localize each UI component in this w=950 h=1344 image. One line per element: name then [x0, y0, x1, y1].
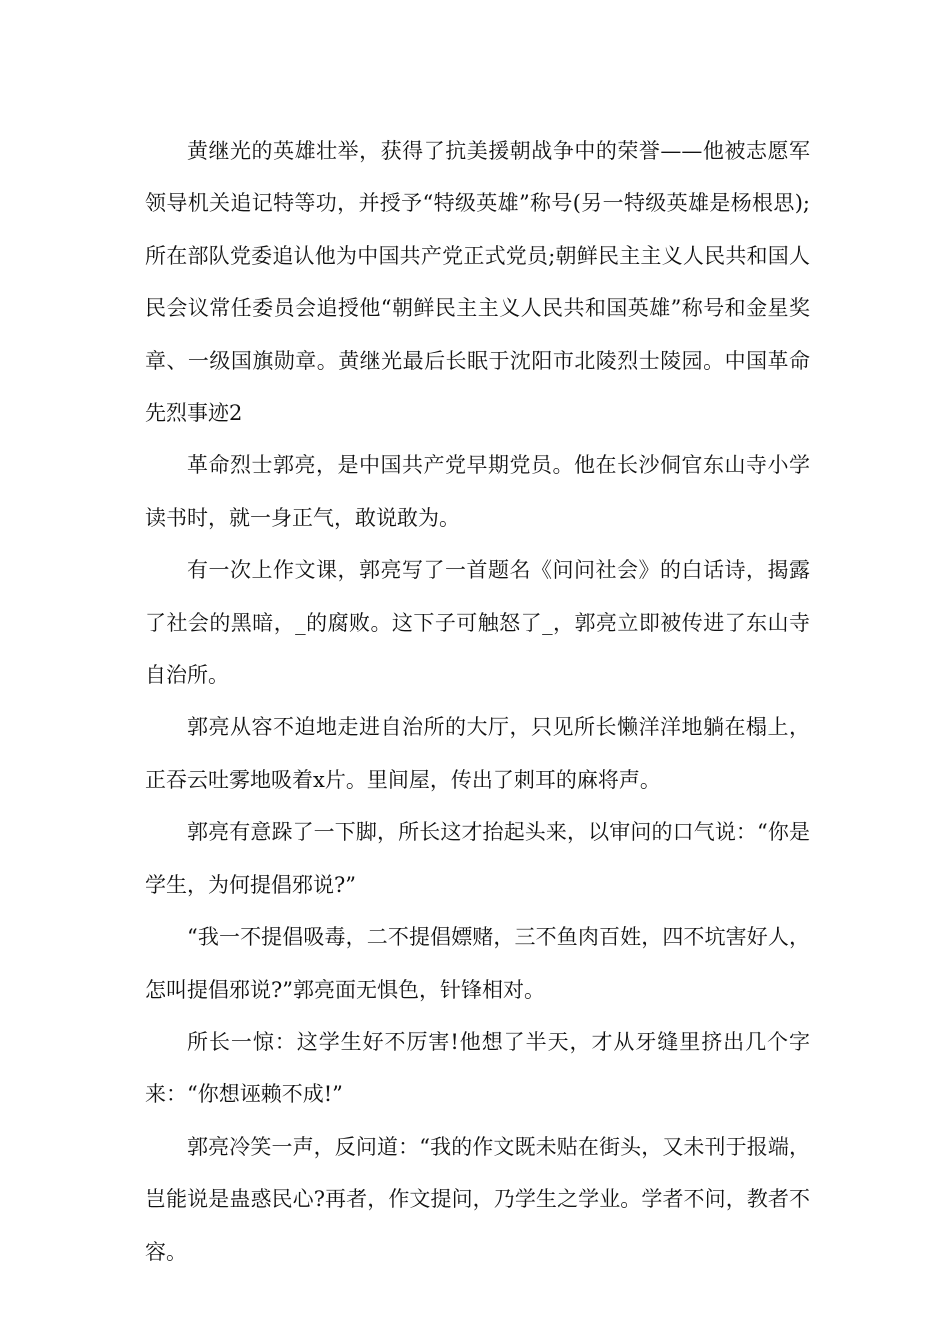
paragraph-director-surprised: 所长一惊：这学生好不厉害!他想了半天，才从牙缝里挤出几个字来：“你想诬赖不成!” — [145, 1029, 810, 1107]
paragraph-guo-liang-reply: “我一不提倡吸毒，二不提倡嫖赌，三不鱼肉百姓，四不坑害好人，怎叫提倡邪说?”郭亮面无惧色，针锋相对。 — [145, 925, 810, 1002]
document-page — [145, 125, 810, 1278]
paragraph-guo-liang-retort: 郭亮冷笑一声，反问道：“我的作文既未贴在街头，又未刊于报端，岂能说是蛊惑民心?再者，作文提问，乃学生之学业。学者不问，教者不容。 — [145, 1134, 810, 1264]
paragraph-enter-hall: 郭亮从容不迫地走进自治所的大厅，只见所长懒洋洋地躺在榻上，正吞云吐雾地吸着x片。里间屋，传出了刺耳的麻将声。 — [145, 715, 810, 792]
paragraph-director-question: 郭亮有意跺了一下脚，所长这才抬起头来，以审问的口气说：“你是学生，为何提倡邪说?” — [145, 820, 810, 897]
paragraph-composition-class: 有一次上作文课，郭亮写了一首题名《问问社会》的白话诗，揭露了社会的黑暗，_的腐败。这下子可触怒了_，郭亮立即被传进了东山寺自治所。 — [145, 558, 810, 688]
paragraph-huang-jiguang-honors: 黄继光的英雄壮举，获得了抗美援朝战争中的荣誉——他被志愿军领导机关追记特等功，并授予“特级英雄”称号(另一特级英雄是杨根思);所在部队党委追认他为中国共产党正式党员;朝鲜民主主义人民共和国人民会议常任委员会追授他“朝鲜民主主义人民共和国英雄”称号和金星奖章、一级国旗勋章。黄继光最后长眠于沈阳市北陵烈士陵园。中国革命先烈事迹2 — [145, 139, 810, 426]
paragraph-guo-liang-intro: 革命烈士郭亮，是中国共产党早期党员。他在长沙侗官东山寺小学读书时，就一身正气，敢说敢为。 — [145, 453, 810, 530]
